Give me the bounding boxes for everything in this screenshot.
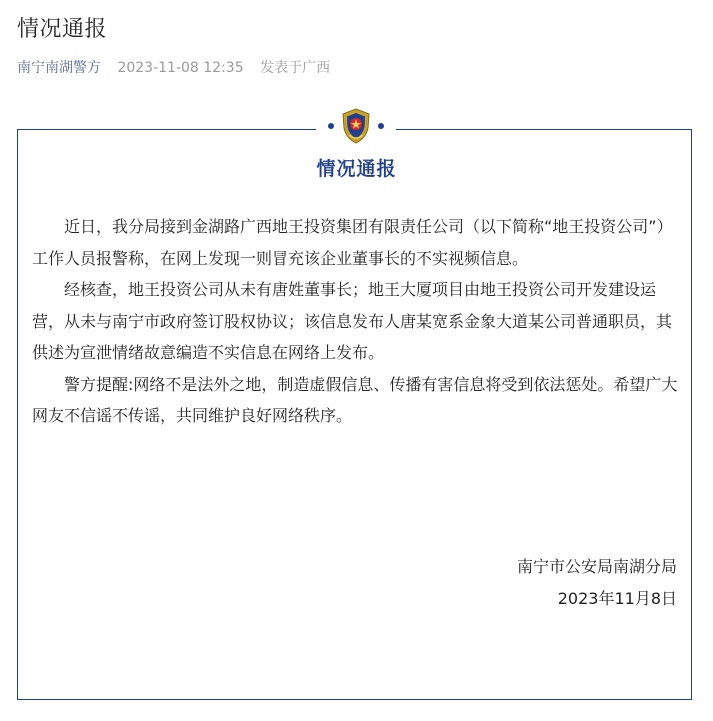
issuing-authority: 南宁市公安局南湖分局: [516, 557, 677, 576]
author-link[interactable]: 南宁南湖警方: [17, 60, 101, 76]
notice-body: [32, 211, 684, 432]
notice-paragraph: 警方提醒:网络不是法外之地，制造虚假信息、传播有害信息将受到依法惩处。希望广大网友不信谣不传谣，共同维护良好网络秩序。: [32, 374, 678, 425]
notice-paragraph: 近日，我分局接到金湖路广西地王投资集团有限责任公司（以下简称“地王投资公司”）工作人员报警称，在网上发现一则冒充该企业董事长的不实视频信息。: [32, 217, 673, 268]
publish-time: 2023-11-08 12:35: [117, 60, 244, 76]
notice-paragraph: 经核查，地王投资公司从未有唐姓董事长；地王大厦项目由地王投资公司开发建设运营，从未与南宁市政府签订股权协议；该信息发布人唐某宽系金象大道某公司普通职员，其供述为宣泄情绪故意编造不实信息在网络上发布。: [32, 280, 673, 362]
emblem-header: [316, 104, 396, 148]
notice-signature-block: [517, 551, 677, 615]
article-meta: [17, 57, 330, 77]
police-emblem-icon: [340, 108, 372, 144]
article-title: 情况通报: [17, 17, 108, 42]
publish-location: 发表于广西: [260, 60, 331, 76]
notice-heading: 情况通报: [316, 158, 397, 180]
issue-date: 2023年11月8日: [557, 589, 677, 608]
decorative-dot-right: [378, 123, 384, 129]
decorative-dot-left: [328, 123, 334, 129]
